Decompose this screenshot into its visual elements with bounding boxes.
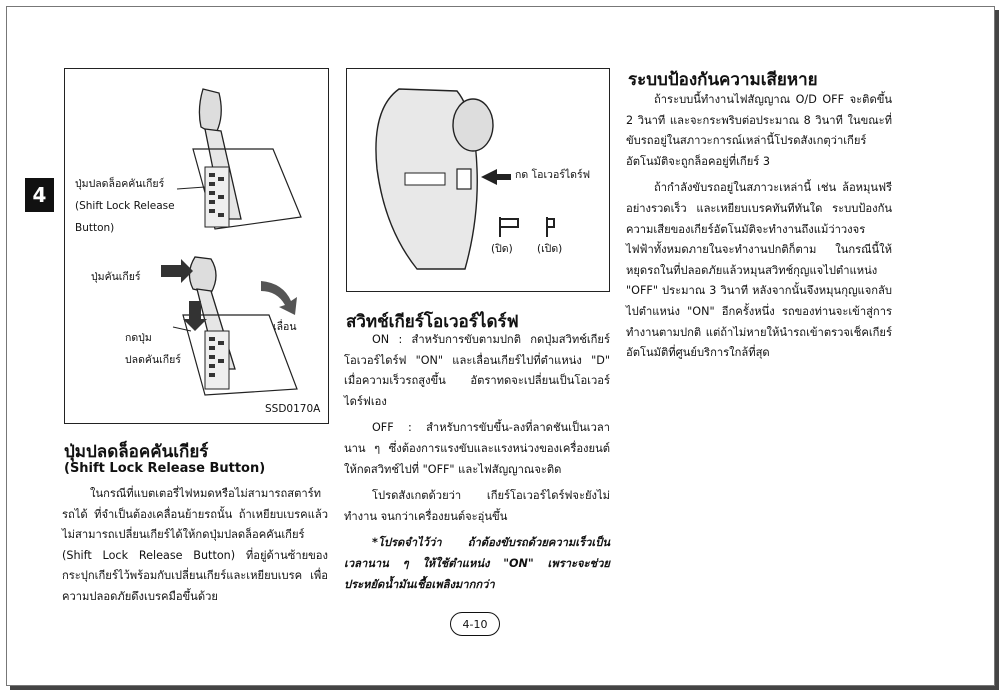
overdrive-on-paragraph: ON : สำหรับการขับตามปกติ กดปุ่มสวิทช์เกียร์โอเวอร์ไดร์ฟ "ON" และเลื่อนเกียร์ไปที่ตำแหน่ง "D" เมื่อความเร็วรถสูงขึ้น อัตราทดจะเปลี่ยนเป็นโอเวอร์ไดร์ฟเอง [344, 333, 610, 408]
gear-knob-label: ปุ่มคันเกียร์ [91, 271, 141, 283]
page-number: 4-10 [450, 612, 500, 636]
chapter-tab: 4 [25, 178, 54, 212]
shift-lock-label-th: ปุ่มปลดล็อคคันเกียร์ [75, 178, 165, 190]
shift-lock-label-en2: Button) [75, 222, 115, 234]
shift-lock-heading-th: ปุ่มปลดล็อคคันเกียร์ [64, 442, 209, 462]
damage-protection-body [626, 90, 892, 370]
press-overdrive-label: กด โอเวอร์ไดร์ฟ [515, 169, 591, 181]
press-button-label: กดปุ่ม [125, 332, 152, 344]
off-label: (ปิด) [491, 243, 513, 255]
shift-lock-heading-en: (Shift Lock Release Button) [64, 461, 266, 476]
figure-code: SSD0170A [265, 403, 321, 415]
shift-lock-paragraph: ในกรณีที่แบตเตอรี่ไฟหมดหรือไม่สามารถสตาร์ทรถได้ ที่จำเป็นต้องเคลื่อนย้ายรถนั้น ถ้าเหยียบเบรคแล้วไม่สามารถเปลี่ยนเกียร์ได้ให้กดปุ่มปลดล็อคคันเกียร์ (Shift Lock Release Button) ที่อยู่ด้านซ้ายของกระปุกเกียร์ไว้พร้อมกับเปลี่ยนเกียร์และเหยียบเบรค เพื่อความปลอดภัยดึงเบรคมือขึ้นด้วย [62, 487, 328, 603]
slide-label: เลื่อน [273, 321, 297, 333]
overdrive-figure [346, 68, 610, 292]
overdrive-off-paragraph: OFF : สำหรับการขับขึ้น-ลงที่ลาดชันเป็นเวลานาน ๆ ซึ่งต้องการแรงขับและแรงหน่วงของเครื่องยนต์ ให้กดสวิทช์ไปที่ "OFF" และไฟสัญญาณจะติด [344, 421, 610, 476]
shift-lock-label-en1: (Shift Lock Release [75, 200, 175, 212]
damage-protection-heading: ระบบป้องกันความเสียหาย [628, 70, 818, 90]
overdrive-warning-paragraph: *โปรดจำไว้ว่า ถ้าต้องขับรถด้วยความเร็วเป็นเวลานาน ๆ ให้ใช้ตำแหน่ง "ON" เพราะจะช่วยประหยัดน้ำมันเชื้อเพลิงมากกว่า [344, 536, 610, 591]
damage-protection-paragraph-2: ถ้ากำลังขับรถอยู่ในสภาวะเหล่านี้ เช่น ล้อหมุนฟรีอย่างรวดเร็ว และเหยียบเบรคทันทีทันใด ระบบป้องกันความเสียของเกียร์อัตโนมัติจะทำงานถึงแม้ว่าวงจรไฟฟ้าทั้งหมดภายในจะทำงานปกติก็ตาม ในกรณีนี้ให้หยุดรถในที่ปลอดภัยแล้วหมุนสวิทช์กุญแจไปตำแหน่ง "OFF" ประมาณ 3 วินาที หลังจากนั้นจึงหมุนกุญแจกลับไปตำแหน่ง "ON" อีกครั้งหนึ่ง รถของท่านจะเข้าสู่การทำงานตามปกติ แต่ถ้าไม่หายให้นำรถเข้าตรวจเช็คเกียร์อัตโนมัติที่ศูนย์บริการใกล้ที่สุด [626, 181, 892, 360]
damage-protection-paragraph-1: ถ้าระบบนี้ทำงานไฟสัญญาณ O/D OFF จะติดขึ้น 2 วินาที และจะกระพริบต่อประมาณ 8 วินาที ในขณะที่ขับรถอยู่ในสภาวะการณ์เหล่านี้โปรดสังเกตุว่าเกียร์อัตโนมัติจะถูกล็อคอยู่ที่เกียร์ 3 [626, 93, 892, 168]
release-lever-label: ปลดคันเกียร์ [125, 354, 181, 366]
on-label: (เปิด) [537, 243, 563, 255]
shift-lock-figure [64, 68, 329, 424]
overdrive-heading: สวิทช์เกียร์โอเวอร์ไดร์ฟ [346, 312, 519, 332]
shift-lock-illustration [65, 69, 328, 423]
overdrive-body [344, 330, 610, 601]
shift-lock-body [62, 484, 328, 614]
overdrive-note-paragraph: โปรดสังเกตด้วยว่า เกียร์โอเวอร์ไดร์ฟจะยังไม่ทำงาน จนกว่าเครื่องยนต์จะอุ่นขึ้น [344, 489, 610, 523]
